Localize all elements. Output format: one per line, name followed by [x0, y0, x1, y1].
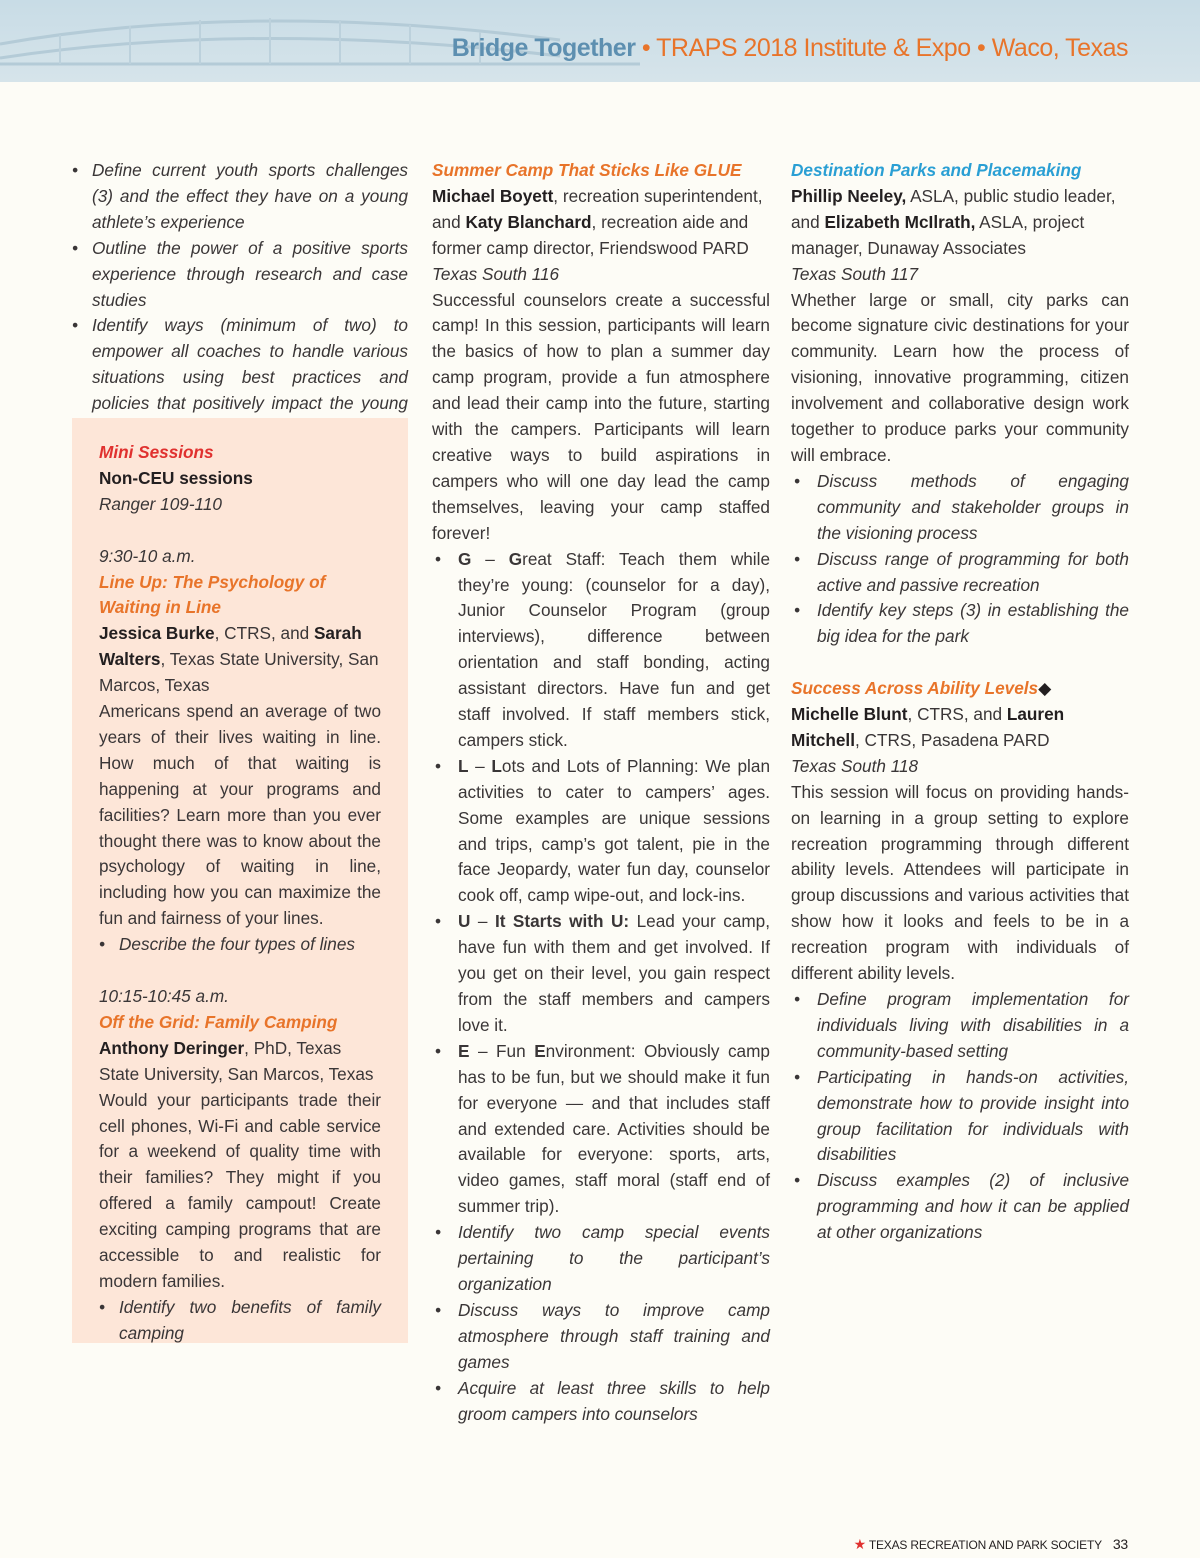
objectives-list: [791, 469, 1129, 650]
speakers: Michelle Blunt, CTRS, and Lauren Mitchell, CTRS, Pasadena PARD: [791, 704, 1065, 750]
list-item: • Identify ways (minimum of two) to empower all coaches to handle various situations using best practices and policies that positively impact the young: [72, 313, 408, 443]
speaker-name: Katy Blanchard: [465, 211, 592, 232]
speakers: Michael Boyett, recreation superintendent, and Katy Blanchard, recreation aide and former camp director, Friendswood PARD: [432, 185, 763, 258]
session-description: Successful counselors create a successful camp! In this session, participants will learn the basics of how to plan a summer day camp program, provide a fun atmosphere and lead their camp into the future, starting with the campers. Participants will learn creative ways to build aspirations in campers who will one day lead the camp themselves, leaving your camp staffed forever!: [432, 289, 770, 543]
header-location: Waco, Texas: [991, 34, 1128, 62]
list-item: • Discuss examples (2) of inclusive programming and how it can be applied at other organizations: [791, 1168, 1129, 1246]
list-item: • Discuss ways to improve camp atmosphere through staff training and games: [432, 1298, 770, 1376]
list-item: • Discuss methods of engaging community and stakeholder groups in the visioning process: [791, 469, 1129, 547]
footer-org: TEXAS RECREATION AND PARK SOCIETY: [868, 1538, 1102, 1552]
speaker-name: Jessica Burke: [99, 623, 215, 644]
header-separator: •: [635, 34, 657, 62]
session-title-row: [791, 676, 1129, 702]
list-item: • Identify two benefits of family camping: [99, 1295, 381, 1347]
room-label: Texas South 116: [432, 263, 560, 284]
session-title: Success Across Ability Levels: [791, 678, 1039, 699]
glue-list: [432, 547, 770, 1221]
speaker-name: Elizabeth McIlrath,: [824, 211, 976, 232]
room-label: Texas South 118: [791, 755, 919, 776]
list-item: • Acquire at least three skills to help groom campers into counselors: [432, 1376, 770, 1428]
objectives-list: [72, 158, 408, 443]
star-icon: ★: [853, 1536, 866, 1552]
column-3: [791, 158, 1129, 1246]
speaker-name: Sarah Walters: [99, 623, 362, 670]
objectives-list: [99, 1295, 381, 1347]
header-banner: [0, 0, 1200, 82]
session-time: 9:30-10 a.m.: [99, 545, 196, 566]
header-event: TRAPS 2018 Institute & Expo: [656, 34, 971, 62]
speaker-name: Lauren Mitchell: [791, 704, 1065, 750]
list-item: • Define program implementation for individuals living with disabilities in a community-based setting: [791, 987, 1129, 1065]
column-1: [72, 158, 408, 443]
header-separator: •: [970, 34, 992, 62]
list-item: • Identify key steps (3) in establishing the big idea for the park: [791, 598, 1129, 650]
list-item: • Outline the power of a positive sports experience through research and case studies: [72, 236, 408, 314]
session-description: Would your participants trade their cell phones, Wi-Fi and cable service for a weekend of quality time with their families? They might if you offered a family campout! Create exciting camping programs that are accessible to and realistic for modern families.: [99, 1089, 381, 1291]
session-title: Summer Camp That Sticks Like GLUE: [432, 160, 742, 180]
running-header: [452, 34, 1128, 63]
section-title: Mini Sessions: [99, 442, 214, 462]
mini-sessions-box: [72, 418, 408, 1343]
list-item: • Identify two camp special events pertaining to the participant’s organization: [432, 1220, 770, 1298]
list-item: • G – Great Staff: Teach them while they’re young: (counselor for a day), Junior Counselor Program (group interviews), difference between orientation and staff bonding, acting assistant directors. Have fun and get staff involved. If staff members stick, campers stick.: [432, 547, 770, 754]
column-2: [432, 158, 770, 1427]
session-time: 10:15-10:45 a.m.: [99, 986, 229, 1006]
speakers: Jessica Burke, CTRS, and Sarah Walters, Texas State University, San Marcos, Texas: [99, 623, 379, 696]
objectives-list: [99, 932, 381, 958]
objectives-list: [432, 1220, 770, 1427]
list-item: • E – Fun Environment: Obviously camp has to be fun, but we should make it fun for everyone — and that includes staff and extended care. Activities should be available for everyone: sports, arts, video games, staff moral (staff end of summer trip).: [432, 1039, 770, 1220]
header-brand: Bridge Together: [451, 34, 636, 62]
session-title: Off the Grid: Family Camping: [99, 1011, 338, 1032]
list-item: • L – Lots and Lots of Planning: We plan activities to cater to campers’ ages. Some examples are unique sessions and trips, camp’s got talent, pie in the face Jeopardy, water fun day, counselor cook off, camp wipe-out, and lock-ins.: [432, 754, 770, 909]
session-description: Americans spend an average of two years of their lives waiting in line. How much of that waiting is happening at your programs and facilities? Learn more than you ever thought there was to know about the psychology of waiting in line, including how you can maximize the fun and fairness of your lines.: [99, 701, 381, 929]
room-label: Ranger 109-110: [99, 493, 222, 514]
objectives-list: [791, 987, 1129, 1246]
speakers: Anthony Deringer, PhD, Texas State University, San Marcos, Texas: [99, 1037, 374, 1084]
list-item: • Discuss range of programming for both active and passive recreation: [791, 547, 1129, 599]
session-description: This session will focus on providing hands-on learning in a group setting to explore recreation programming through different ability levels. Attendees will participate in group discussions and various activities that show how it looks and feels to be in a recreation program with individuals of different ability levels.: [791, 781, 1129, 984]
room-label: Texas South 117: [791, 263, 919, 284]
session-title: Line Up: The Psychology of Waiting in Line: [99, 571, 326, 618]
speaker-name: Anthony Deringer: [99, 1037, 245, 1058]
speaker-name: Michael Boyett: [432, 185, 554, 206]
list-item: • Define current youth sports challenges (3) and the effect they have on a young athlete’s experience: [72, 158, 408, 236]
diamond-icon: ◆: [1038, 678, 1052, 699]
session-title: Destination Parks and Placemaking: [791, 160, 1082, 180]
speaker-name: Michelle Blunt: [791, 704, 908, 725]
list-item: • U – It Starts with U: Lead your camp, have fun with them and get involved. If you get on their level, you gain respect from the staff members and campers love it.: [432, 909, 770, 1039]
session-description: Whether large or small, city parks can become signature civic destinations for your community. Learn how the process of visioning, innovative programming, citizen involvement and collaborative design work together to produce parks your community will embrace.: [791, 289, 1129, 465]
section-subtitle: Non-CEU sessions: [99, 467, 253, 488]
page-footer: [854, 1536, 1128, 1553]
list-item: • Describe the four types of lines: [99, 932, 381, 958]
speakers: Phillip Neeley, ASLA, public studio leader, and Elizabeth McIlrath, ASLA, project manager, Dunaway Associates: [791, 185, 1116, 258]
speaker-name: Phillip Neeley,: [791, 185, 907, 206]
list-item: • Participating in hands-on activities, demonstrate how to provide insight into group facilitation for individuals with disabilities: [791, 1065, 1129, 1169]
page-number: 33: [1112, 1536, 1128, 1552]
